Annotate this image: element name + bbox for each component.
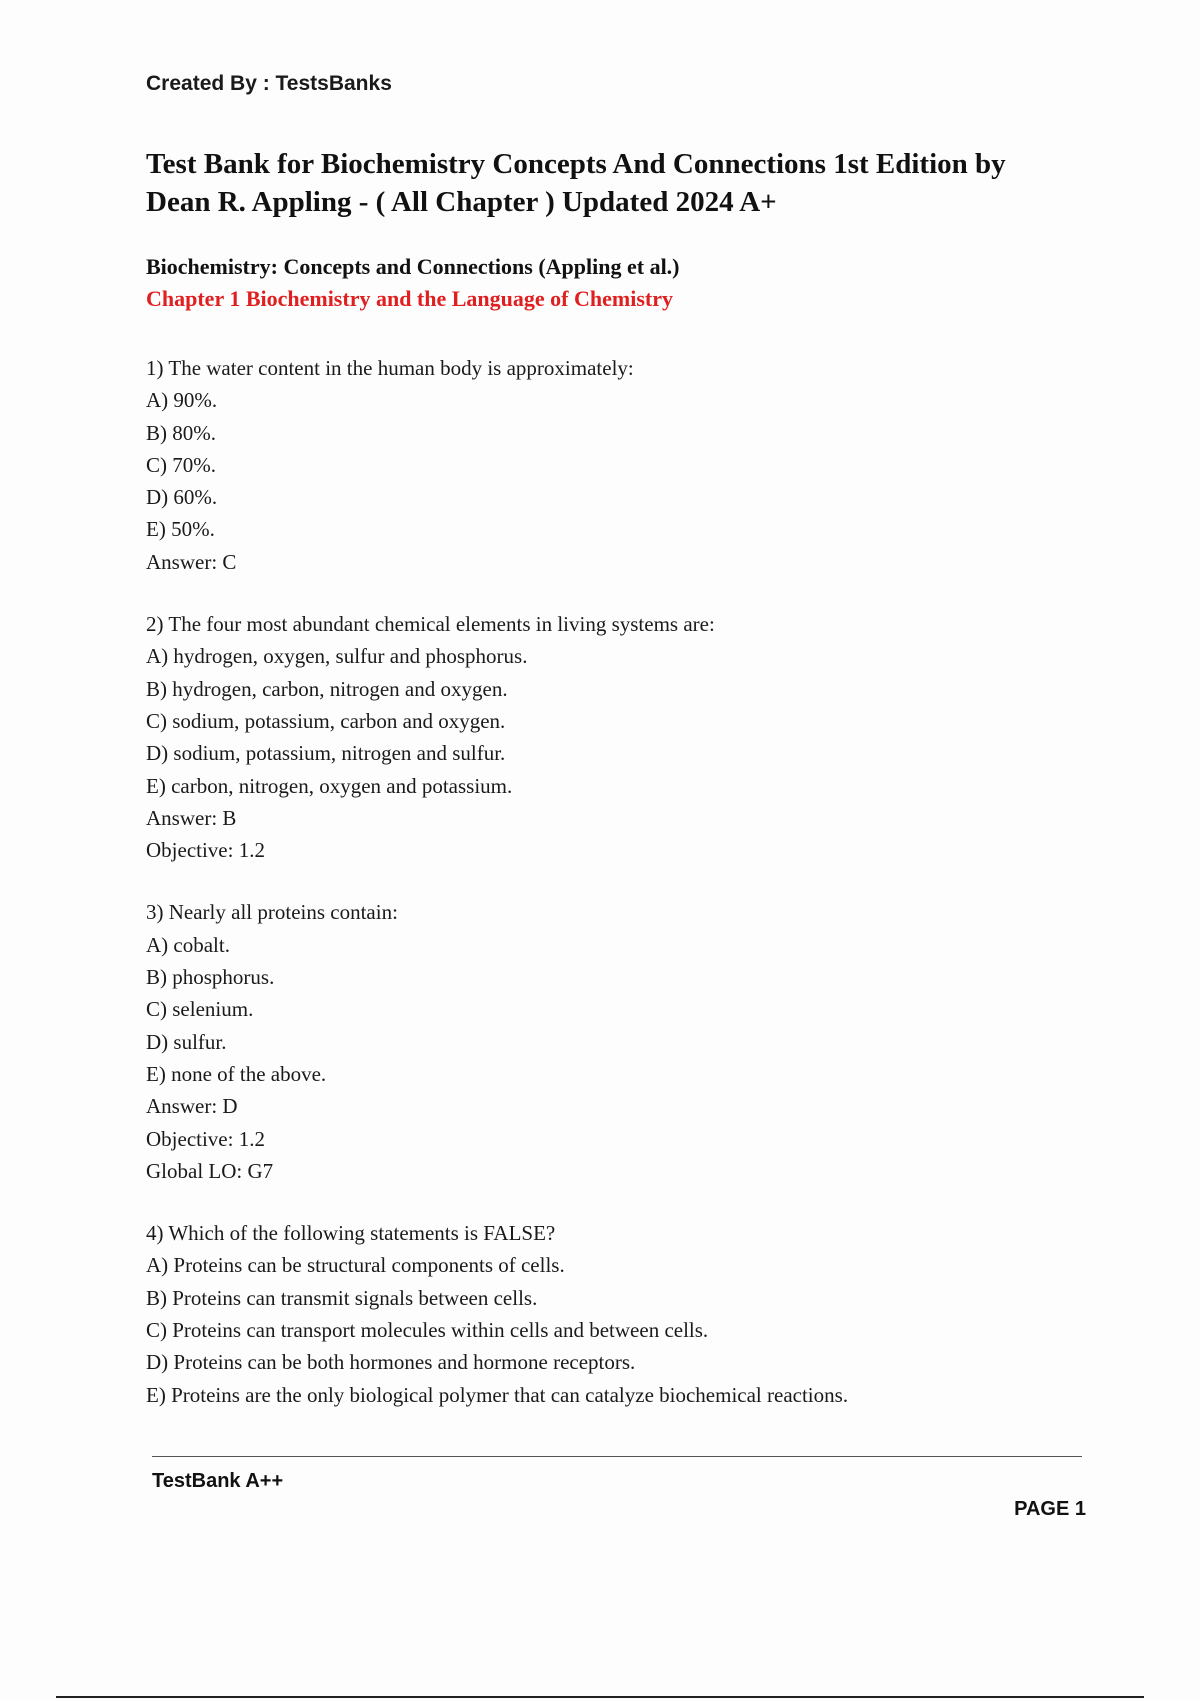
question-line: D) 60%. [146, 485, 218, 510]
question-line: E) none of the above. [146, 1061, 327, 1086]
question-line: B) phosphorus. [146, 965, 275, 990]
question-line: A) 90%. [146, 388, 218, 413]
question-4 [146, 1217, 1106, 1411]
question-line: B) hydrogen, carbon, nitrogen and oxygen. [146, 676, 508, 701]
chapter-title: Chapter 1 Biochemistry and the Language of Chemistry [146, 286, 673, 311]
question-line: C) selenium. [146, 997, 254, 1022]
document-title-line-2: Dean R. Appling - ( All Chapter ) Updated 2024 A+ [146, 186, 777, 218]
question-line: E) 50%. [146, 517, 215, 542]
question-line: A) Proteins can be structural components of cells. [146, 1253, 565, 1278]
created-by-label: Created By : TestsBanks [146, 72, 392, 95]
question-line: C) sodium, potassium, carbon and oxygen. [146, 708, 506, 733]
document-title-line-1: Test Bank for Biochemistry Concepts And Connections 1st Edition by [146, 148, 1006, 180]
question-line: Objective: 1.2 [146, 838, 265, 863]
question-line: A) cobalt. [146, 932, 230, 957]
footer-divider [152, 1456, 1082, 1457]
question-line: 1) The water content in the human body is approximately: [146, 356, 634, 380]
question-line: 3) Nearly all proteins contain: [146, 900, 398, 925]
question-line: Objective: 1.2 [146, 1126, 265, 1151]
question-line: Answer: C [146, 549, 237, 574]
page-number: PAGE 1 [1014, 1498, 1086, 1520]
question-line: C) 70%. [146, 452, 216, 477]
question-line: B) 80%. [146, 420, 216, 445]
question-line: B) Proteins can transmit signals between cells. [146, 1285, 538, 1310]
question-line: 4) Which of the following statements is FALSE? [146, 1221, 556, 1246]
footer-brand-label: TestBank A++ [152, 1470, 284, 1492]
question-3 [146, 896, 1106, 1187]
question-line: D) sulfur. [146, 1029, 227, 1054]
page-bottom-divider [56, 1696, 1144, 1698]
question-line: Answer: D [146, 1094, 238, 1119]
question-2 [146, 608, 1106, 866]
question-line: D) sodium, potassium, nitrogen and sulfur. [146, 741, 506, 766]
question-list [146, 352, 1106, 1441]
question-line: 2) The four most abundant chemical elements in living systems are: [146, 612, 715, 637]
document-title [146, 145, 1086, 221]
question-line: Global LO: G7 [146, 1158, 274, 1183]
question-1 [146, 352, 1106, 578]
book-title: Biochemistry: Concepts and Connections (Appling et al.) [146, 254, 680, 279]
question-line: C) Proteins can transport molecules within cells and between cells. [146, 1318, 709, 1343]
question-line: A) hydrogen, oxygen, sulfur and phosphorus. [146, 644, 528, 669]
question-line: D) Proteins can be both hormones and hormone receptors. [146, 1350, 636, 1375]
question-line: E) carbon, nitrogen, oxygen and potassium. [146, 773, 513, 798]
question-line: E) Proteins are the only biological polymer that can catalyze biochemical reactions. [146, 1382, 849, 1407]
question-line: Answer: B [146, 805, 237, 830]
